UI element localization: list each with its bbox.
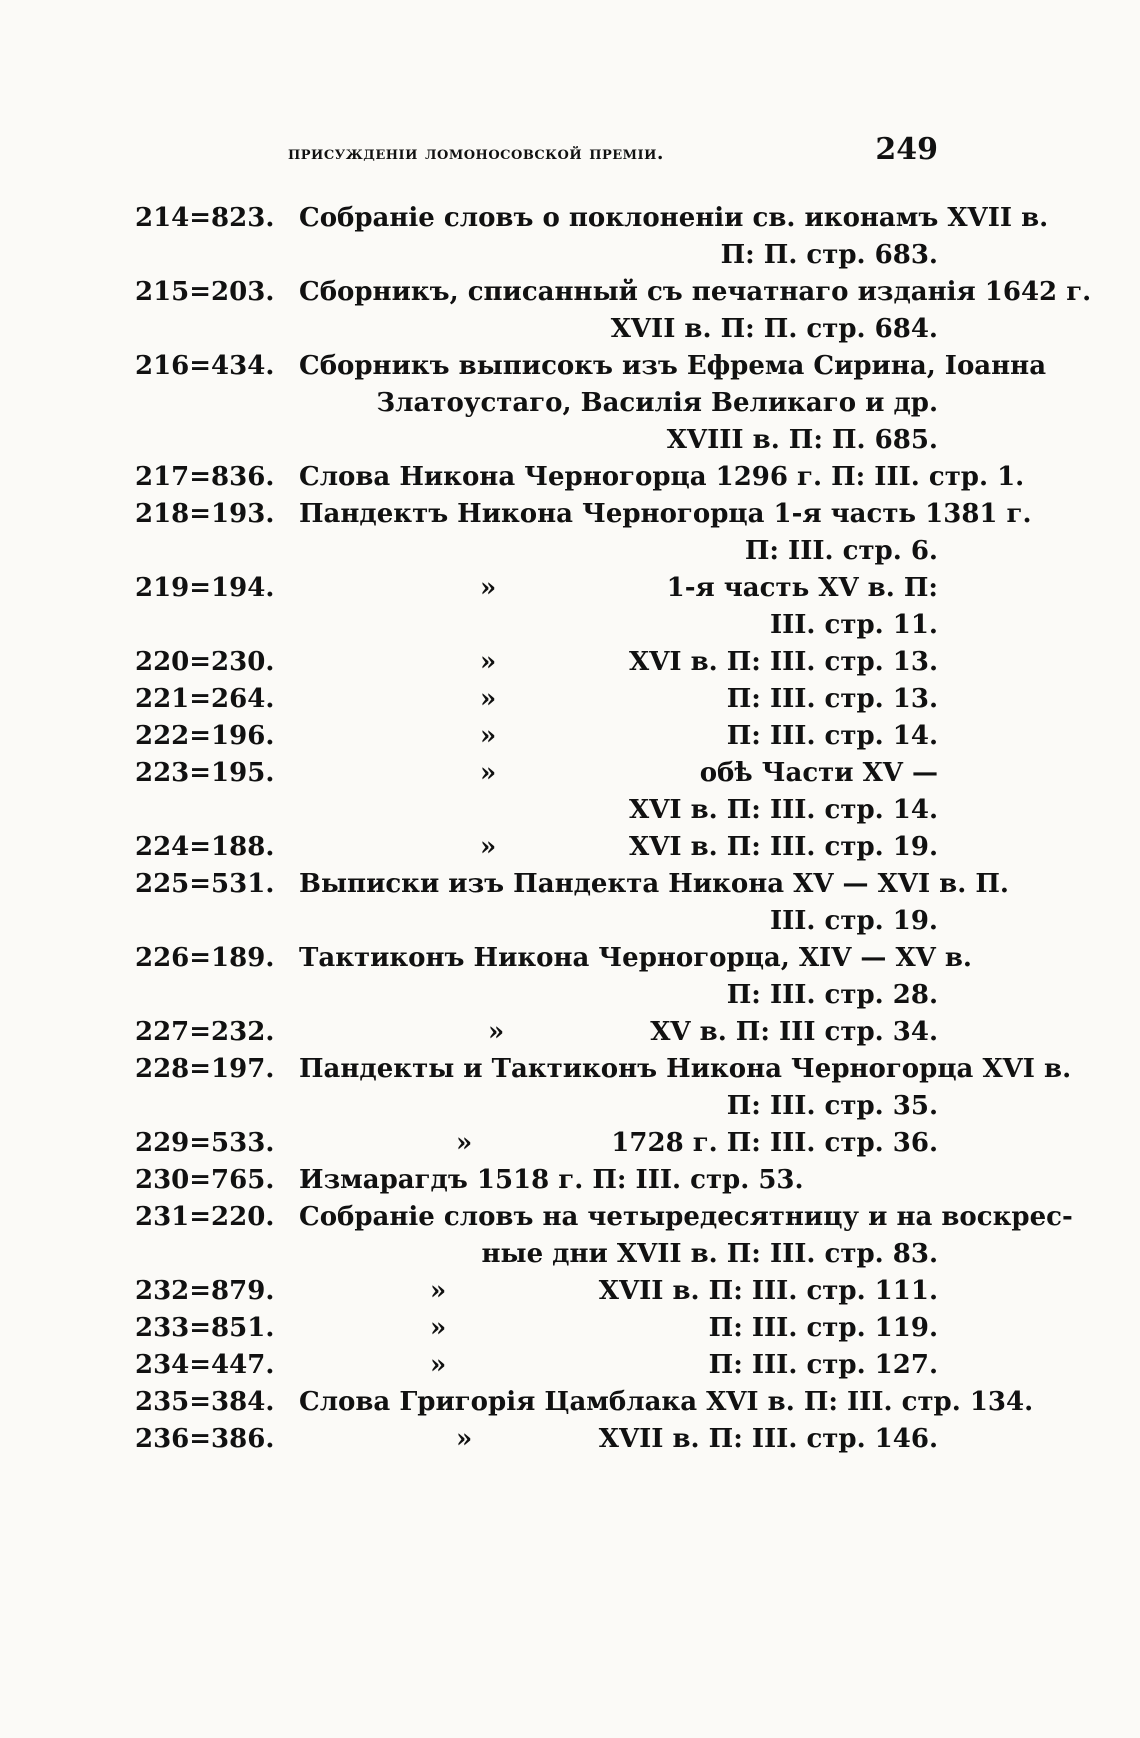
ditto-mark: »	[488, 1017, 505, 1047]
entry-continuation: Златоустаго, Василія Великаго и др.	[376, 388, 938, 418]
ditto-mark: »	[480, 684, 497, 714]
entry-continuation: П: П. стр. 683.	[720, 240, 938, 270]
entry-title: Пандекты и Тактиконъ Никона Черногорца XVI в.	[299, 1054, 1072, 1084]
entry-continuation: П: III. стр. 35.	[726, 1091, 938, 1121]
entry-line	[0, 755, 1140, 792]
ditto-mark: »	[480, 573, 497, 603]
entry-number: 220=230.	[135, 647, 275, 677]
entry-line	[0, 681, 1140, 718]
entry-line	[0, 1310, 1140, 1347]
entry-number: 232=879.	[135, 1276, 275, 1306]
entry-line	[0, 274, 1140, 311]
entry-line	[0, 348, 1140, 385]
entry-number: 216=434.	[135, 351, 275, 381]
ditto-mark: »	[480, 758, 497, 788]
entry-number: 214=823.	[135, 203, 275, 233]
entry-line	[0, 829, 1140, 866]
entry-line	[0, 866, 1140, 903]
entry-line	[0, 1421, 1140, 1458]
entry-line	[0, 311, 1140, 348]
entry-line	[0, 1384, 1140, 1421]
entry-number: 234=447.	[135, 1350, 275, 1380]
entry-number: 225=531.	[135, 869, 275, 899]
entry-line	[0, 496, 1140, 533]
entry-continuation: III. стр. 11.	[769, 610, 938, 640]
entry-line	[0, 644, 1140, 681]
entry-continuation: III. стр. 19.	[769, 906, 938, 936]
entry-line	[0, 940, 1140, 977]
entry-title: 1728 г. П: III. стр. 36.	[611, 1128, 938, 1158]
ditto-mark: »	[480, 832, 497, 862]
entry-line	[0, 977, 1140, 1014]
entry-continuation: ные дни XVII в. П: III. стр. 83.	[481, 1239, 938, 1269]
entry-line	[0, 200, 1140, 237]
ditto-mark: »	[430, 1313, 447, 1343]
entry-number: 226=189.	[135, 943, 275, 973]
entry-title: обѣ Части XV —	[699, 758, 938, 788]
entry-number: 230=765.	[135, 1165, 275, 1195]
entry-number: 233=851.	[135, 1313, 275, 1343]
entry-line	[0, 607, 1140, 644]
entry-continuation: П: III. стр. 28.	[726, 980, 938, 1010]
entry-title: XV в. П: III стр. 34.	[650, 1017, 938, 1047]
entry-line	[0, 1088, 1140, 1125]
entry-title: Измарагдъ 1518 г. П: III. стр. 53.	[299, 1165, 804, 1195]
entry-title: 1-я часть XV в. П:	[666, 573, 938, 603]
entry-line	[0, 237, 1140, 274]
entry-line	[0, 533, 1140, 570]
entry-number: 217=836.	[135, 462, 275, 492]
ditto-mark: »	[430, 1276, 447, 1306]
page-number: 249	[875, 132, 938, 167]
entry-number: 223=195.	[135, 758, 275, 788]
running-head-title: присужденіи ломоносовской преміи.	[288, 142, 665, 164]
entry-line	[0, 1162, 1140, 1199]
entry-title: П: III. стр. 127.	[708, 1350, 938, 1380]
entry-number: 222=196.	[135, 721, 275, 751]
ditto-mark: »	[480, 647, 497, 677]
entry-number: 236=386.	[135, 1424, 275, 1454]
entry-title: Сборникъ выписокъ изъ Ефрема Сирина, Іоанна	[299, 351, 1047, 381]
entry-line	[0, 1199, 1140, 1236]
entry-number: 229=533.	[135, 1128, 275, 1158]
entry-number: 235=384.	[135, 1387, 275, 1417]
entry-line	[0, 1125, 1140, 1162]
entry-continuation: XVII в. П: П. стр. 684.	[610, 314, 938, 344]
entry-line	[0, 422, 1140, 459]
entry-line	[0, 1273, 1140, 1310]
entry-title: П: III. стр. 13.	[726, 684, 938, 714]
entry-line	[0, 1347, 1140, 1384]
entry-title: XVII в. П: III. стр. 111.	[598, 1276, 938, 1306]
ditto-mark: »	[430, 1350, 447, 1380]
entry-title: XVI в. П: III. стр. 19.	[629, 832, 938, 862]
entry-number: 218=193.	[135, 499, 275, 529]
entry-title: Сборникъ, списанный съ печатнаго изданія 1642 г.	[299, 277, 1092, 307]
entry-continuation: XVIII в. П: П. 685.	[666, 425, 938, 455]
entry-line	[0, 1014, 1140, 1051]
entry-number: 231=220.	[135, 1202, 275, 1232]
entry-line	[0, 1236, 1140, 1273]
entry-title: Тактиконъ Никона Черногорца, XIV — XV в.	[299, 943, 972, 973]
entry-title: Слова Григорія Цамблака XVI в. П: III. стр. 134.	[299, 1387, 1034, 1417]
entry-title: П: III. стр. 119.	[708, 1313, 938, 1343]
entry-number: 219=194.	[135, 573, 275, 603]
entry-number: 228=197.	[135, 1054, 275, 1084]
entry-continuation: XVI в. П: III. стр. 14.	[629, 795, 938, 825]
entry-title: Собраніе словъ о поклоненіи св. иконамъ XVII в.	[299, 203, 1049, 233]
entry-title: XVII в. П: III. стр. 146.	[598, 1424, 938, 1454]
entry-title: Выписки изъ Пандекта Никона XV — XVI в. П.	[299, 869, 1009, 899]
entry-line	[0, 570, 1140, 607]
entry-number: 221=264.	[135, 684, 275, 714]
entry-title: Пандектъ Никона Черногорца 1-я часть 1381 г.	[299, 499, 1032, 529]
ditto-mark: »	[456, 1424, 473, 1454]
entry-line	[0, 385, 1140, 422]
entry-title: XVI в. П: III. стр. 13.	[629, 647, 938, 677]
entry-number: 227=232.	[135, 1017, 275, 1047]
entry-line	[0, 903, 1140, 940]
entry-title: Слова Никона Черногорца 1296 г. П: III. стр. 1.	[299, 462, 1025, 492]
entry-line	[0, 1051, 1140, 1088]
entry-number: 215=203.	[135, 277, 275, 307]
entry-title: П: III. стр. 14.	[726, 721, 938, 751]
entry-continuation: П: III. стр. 6.	[744, 536, 938, 566]
entry-number: 224=188.	[135, 832, 275, 862]
entry-line	[0, 718, 1140, 755]
entry-line	[0, 459, 1140, 496]
ditto-mark: »	[456, 1128, 473, 1158]
ditto-mark: »	[480, 721, 497, 751]
entry-line	[0, 792, 1140, 829]
running-header	[288, 132, 938, 172]
entry-title: Собраніе словъ на четыредесятницу и на воскрес-	[299, 1202, 1073, 1232]
